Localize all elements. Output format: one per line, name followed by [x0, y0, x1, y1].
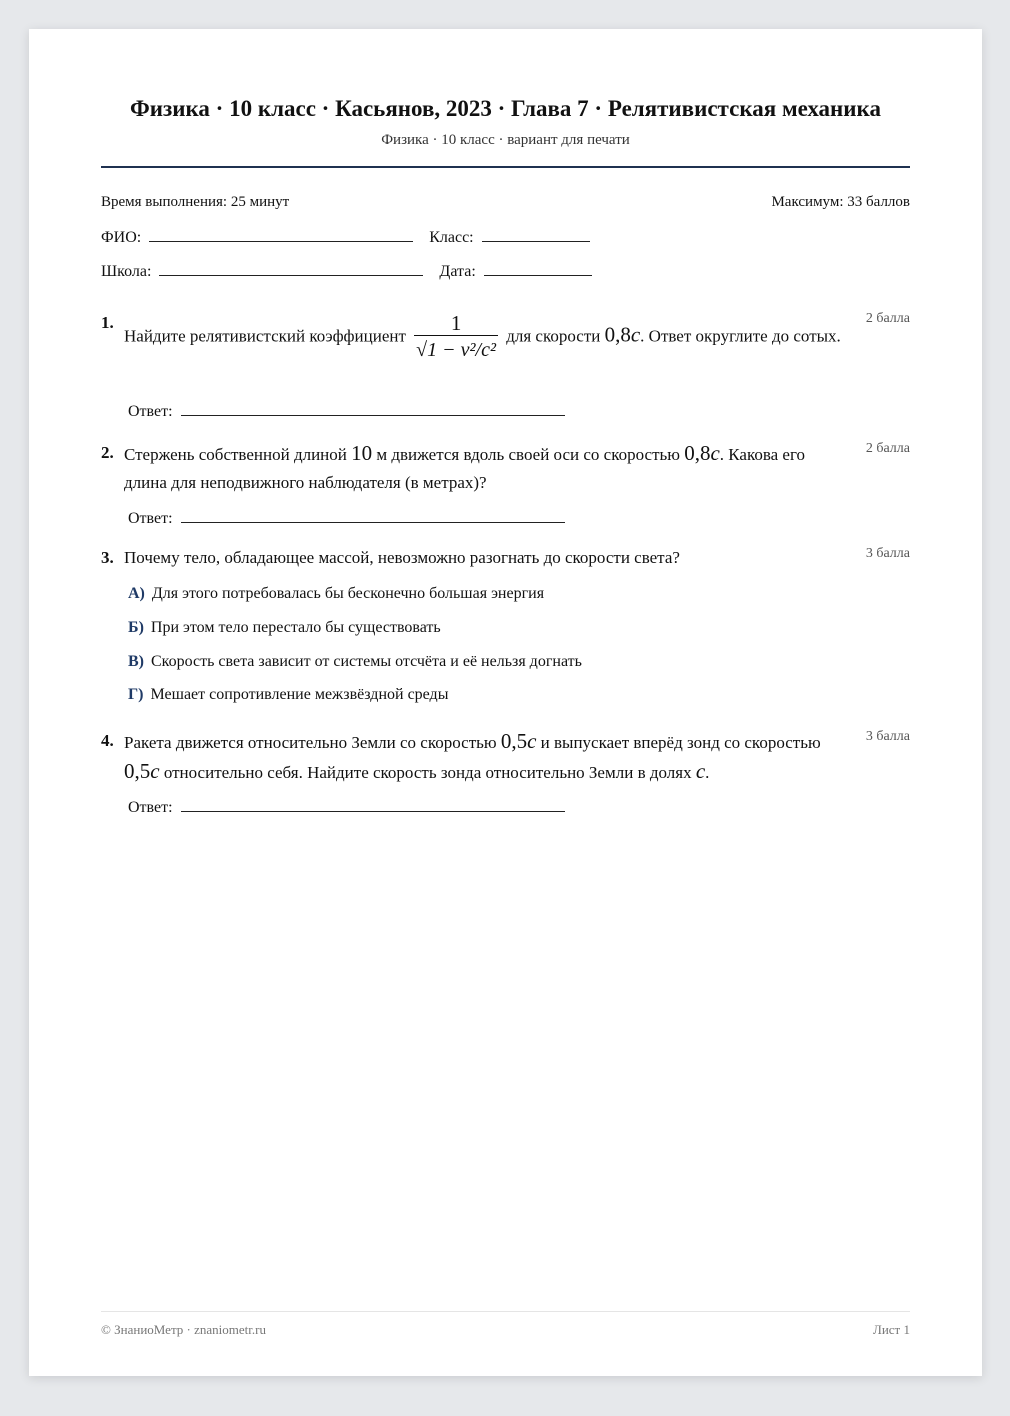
worksheet-page — [29, 29, 982, 1376]
option-b[interactable] — [128, 618, 441, 638]
option-text: Скорость света зависит от системы отсчёта и её нельзя догнать — [151, 653, 582, 670]
question-number: 3. — [101, 548, 114, 567]
school-label: Школа: — [101, 263, 152, 280]
question-text-part: . Ответ округлите до сотых. — [640, 326, 841, 346]
math-value: 0,8 — [684, 441, 711, 465]
question-text-part: относительно себя. Найдите скорость зонда относительно Земли в долях — [163, 763, 692, 782]
lorentz-factor-formula — [414, 311, 498, 364]
answer-row-1 — [128, 399, 565, 422]
option-letter: А) — [128, 585, 145, 602]
question-3 — [101, 544, 910, 574]
math-variable: c — [150, 759, 160, 783]
fio-label: ФИО: — [101, 229, 142, 246]
fio-field[interactable] — [149, 225, 413, 242]
question-text-part: и выпускает вперёд зонд со скоростью — [540, 733, 821, 752]
answer-row-4 — [128, 795, 565, 818]
answer-field[interactable] — [181, 506, 565, 523]
question-points: 3 балла — [865, 729, 910, 744]
max-score: Максимум: 33 баллов — [771, 194, 910, 210]
formula-denominator: √1 − v²/c² — [414, 335, 498, 364]
math-value: 0,5 — [500, 729, 528, 753]
page-subtitle: Физика · 10 класс · вариант для печати — [381, 132, 630, 148]
answer-row-2 — [128, 506, 565, 529]
footer-sheet-number: Лист 1 — [873, 1322, 910, 1337]
question-points: 3 балла — [865, 546, 910, 561]
page-title: Физика · 10 класс · Касьянов, 2023 · Глава 7 · Релятивистская механика — [130, 96, 881, 121]
math-value: 10 — [351, 441, 373, 465]
question-text-part: . — [705, 763, 710, 782]
option-text: При этом тело перестало бы существовать — [150, 619, 441, 636]
option-text: Для этого потребовалась бы бесконечно большая энергия — [151, 585, 545, 602]
option-letter: В) — [128, 653, 144, 670]
answer-label: Ответ: — [128, 799, 173, 816]
question-points: 2 балла — [865, 311, 910, 326]
question-text-part: для скорости — [506, 326, 601, 346]
math-variable: c — [695, 759, 706, 783]
meta-row — [101, 192, 910, 212]
question-text-part: Стержень собственной длиной — [124, 445, 347, 464]
question-text: Почему тело, обладающее массой, невозможно разогнать до скорости света? — [124, 548, 680, 567]
formula-numerator: 1 — [450, 311, 462, 335]
header-divider — [101, 166, 910, 168]
footer-copyright: © ЗнаниоМетр · znaniometr.ru — [101, 1322, 266, 1337]
question-text-part: м движется вдоль своей оси со скоростью — [376, 445, 680, 464]
question-points: 2 балла — [865, 441, 910, 456]
question-4 — [101, 727, 910, 787]
option-d[interactable] — [128, 685, 448, 705]
answer-field[interactable] — [181, 399, 565, 416]
answer-label: Ответ: — [128, 510, 173, 527]
answer-label: Ответ: — [128, 403, 173, 420]
date-label: Дата: — [439, 263, 476, 280]
math-variable: c — [630, 322, 641, 347]
option-text: Мешает сопротивление межзвёздной среды — [150, 686, 449, 703]
question-number: 4. — [101, 731, 114, 750]
question-text-part: Ракета движется относительно Земли со скоростью — [124, 733, 497, 752]
class-label: Класс: — [429, 229, 474, 246]
class-field[interactable] — [482, 225, 590, 242]
fio-class-row — [101, 225, 590, 248]
answer-field[interactable] — [181, 795, 565, 812]
time-limit: Время выполнения: 25 минут — [101, 194, 290, 210]
page-footer — [101, 1311, 910, 1337]
option-a[interactable] — [128, 584, 544, 604]
option-letter: Б) — [128, 619, 144, 636]
date-field[interactable] — [484, 259, 592, 276]
option-c[interactable] — [128, 652, 582, 672]
school-date-row — [101, 259, 592, 282]
question-text-part: Найдите релятивистский коэффициент — [124, 326, 406, 346]
question-text — [124, 439, 850, 497]
option-letter: Г) — [128, 686, 144, 703]
question-text — [124, 311, 850, 364]
math-value: 0,5 — [124, 759, 151, 783]
question-number: 1. — [101, 313, 114, 332]
question-2 — [101, 439, 910, 499]
math-variable: c — [710, 441, 720, 465]
school-field[interactable] — [159, 259, 423, 276]
question-number: 2. — [101, 443, 114, 462]
math-value: 0,8 — [604, 322, 631, 347]
question-text-part: . Какова его длина для неподвижного наблюдателя (в метрах)? — [124, 445, 806, 492]
math-variable: c — [527, 729, 537, 753]
question-text — [124, 727, 850, 787]
